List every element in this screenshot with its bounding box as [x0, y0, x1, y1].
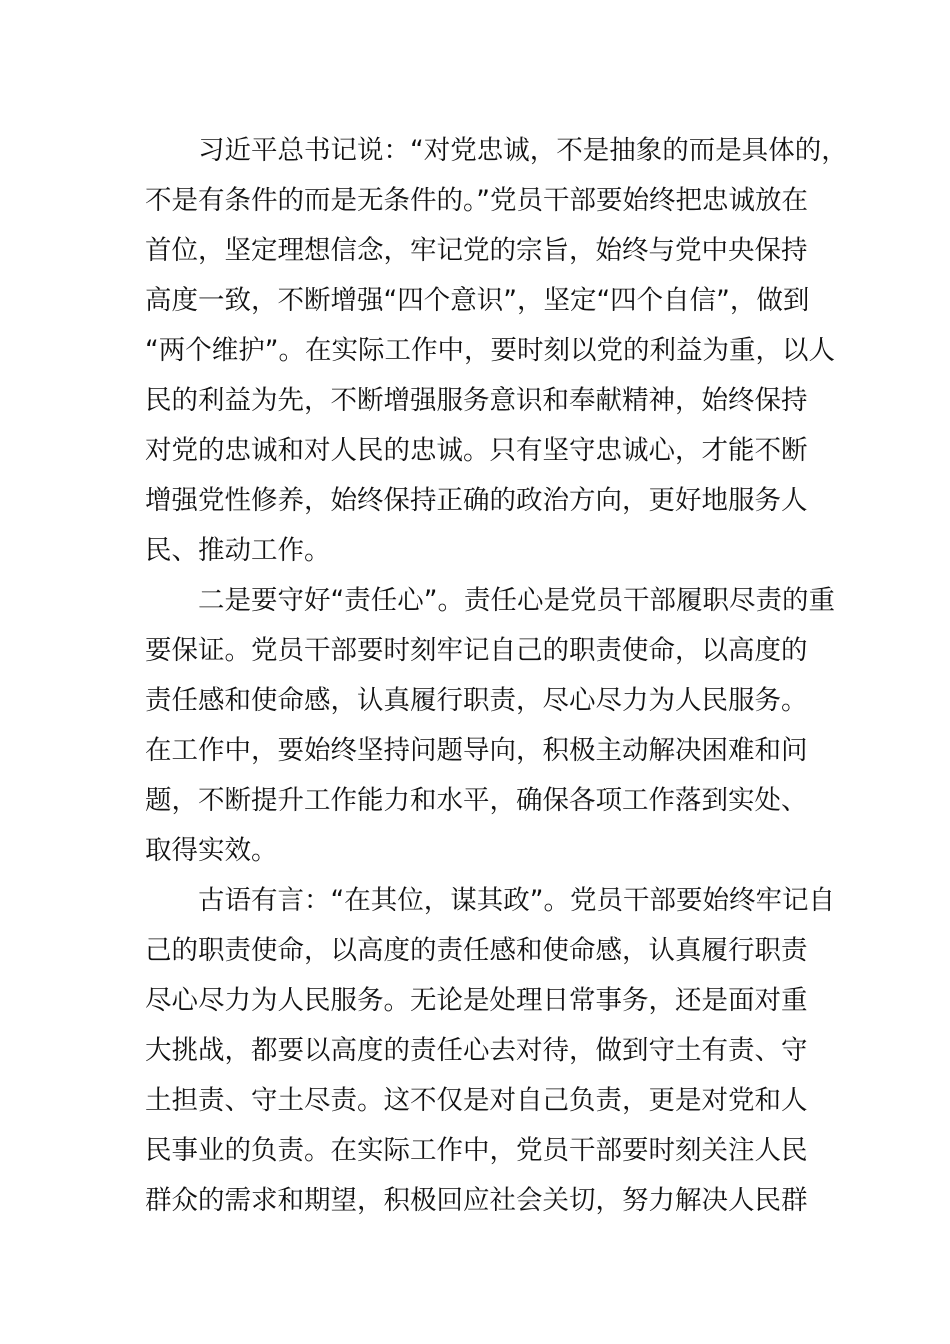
paragraph-2-line-5: 题，不断提升工作能力和水平，确保各项工作落到实处、: [145, 785, 808, 816]
paragraph-3-line-3: 尽心尽力为人民服务。无论是处理日常事务，还是面对重: [145, 985, 808, 1016]
paragraph-1-line-6: 民的利益为先，不断增强服务意识和奉献精神，始终保持: [145, 385, 808, 416]
paragraph-1-line-5: “两个维护”。在实际工作中，要时刻以党的利益为重，以人: [145, 335, 835, 366]
paragraph-1-line-7: 对党的忠诚和对人民的忠诚。只有坚守忠诚心，才能不断: [145, 435, 808, 466]
paragraph-1-line-9: 民、推动工作。: [145, 535, 331, 566]
paragraph-1-line-8: 增强党性修养，始终保持正确的政治方向，更好地服务人: [145, 485, 808, 516]
paragraph-3-line-5: 土担责、守土尽责。这不仅是对自己负责，更是对党和人: [145, 1085, 808, 1116]
paragraph-1-line-1: 习近平总书记说：“对党忠诚，不是抽象的而是具体的，: [198, 135, 848, 166]
paragraph-1-line-3: 首位，坚定理想信念，牢记党的宗旨，始终与党中央保持: [145, 235, 808, 266]
paragraph-2-line-1: 二是要守好“责任心”。责任心是党员干部履职尽责的重: [198, 585, 835, 616]
body-text: [145, 126, 848, 1226]
paragraph-2-line-3: 责任感和使命感，认真履行职责，尽心尽力为人民服务。: [145, 685, 808, 716]
paragraph-2-line-4: 在工作中，要始终坚持问题导向，积极主动解决困难和问: [145, 735, 808, 766]
paragraph-3-line-4: 大挑战，都要以高度的责任心去对待，做到守土有责、守: [145, 1035, 808, 1066]
paragraph-1-line-2: 不是有条件的而是无条件的。”党员干部要始终把忠诚放在: [145, 185, 808, 216]
paragraph-1-line-4: 高度一致，不断增强“四个意识”，坚定“四个自信”，做到: [145, 285, 810, 316]
paragraph-3-line-7: 群众的需求和期望，积极回应社会关切，努力解决人民群: [145, 1185, 808, 1216]
paragraph-2-line-2: 要保证。党员干部要时刻牢记自己的职责使命，以高度的: [145, 635, 808, 666]
paragraph-3-line-1: 古语有言：“在其位，谋其政”。党员干部要始终牢记自: [198, 885, 835, 916]
paragraph-3-line-2: 己的职责使命，以高度的责任感和使命感，认真履行职责: [145, 935, 808, 966]
paragraph-3-line-6: 民事业的负责。在实际工作中，党员干部要时刻关注人民: [145, 1135, 808, 1166]
paragraph-2-line-6: 取得实效。: [145, 835, 278, 866]
